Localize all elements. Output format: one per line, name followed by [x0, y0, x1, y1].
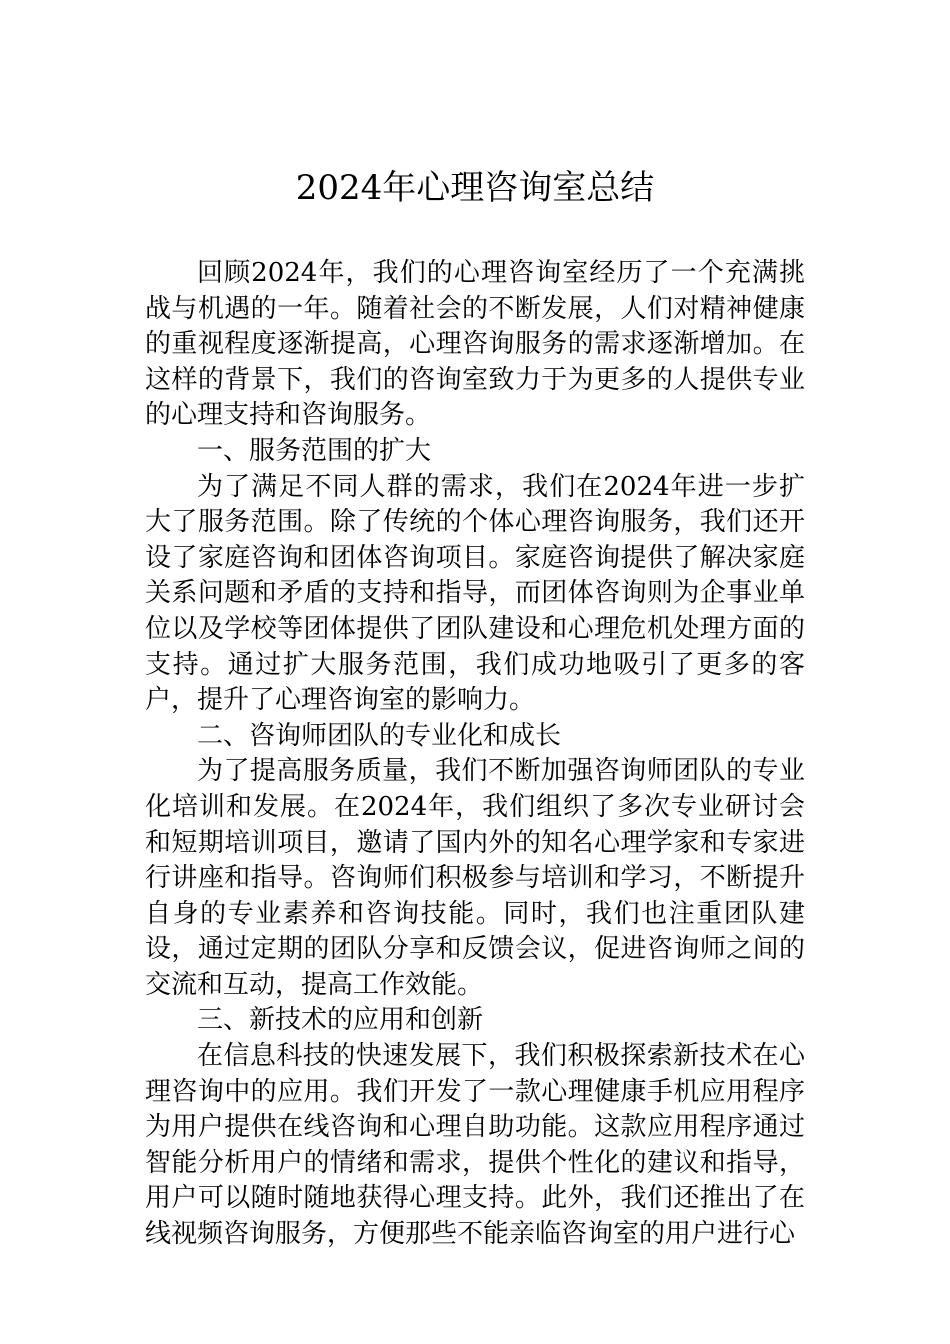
section-heading-new-technology: 三、新技术的应用和创新: [197, 1005, 484, 1036]
document-body: [145, 256, 805, 1253]
document-title: 2024年心理咨询室总结: [295, 168, 655, 208]
section-heading-counselor-team: 二、咨询师团队的专业化和成长: [197, 720, 562, 751]
intro-paragraph: 回顾2024年，我们的心理咨询室经历了一个充满挑战与机遇的一年。随着社会的不断发展，人们对精神健康的重视程度逐渐提高，心理咨询服务的需求逐渐增加。在这样的背景下，我们的咨询室致力于为更多的人提供专业的心理支持和咨询服务。: [145, 258, 805, 431]
section-heading-service-scope: 一、服务范围的扩大: [197, 435, 432, 466]
section-paragraph-counselor-team: 为了提高服务质量，我们不断加强咨询师团队的专业化培训和发展。在2024年，我们组织了多次专业研讨会和短期培训项目，邀请了国内外的知名心理学家和专家进行讲座和指导。咨询师们积极参与培训和学习，不断提升自身的专业素养和咨询技能。同时，我们也注重团队建设，通过定期的团队分享和反馈会议，促进咨询师之间的交流和互动，提高工作效能。: [145, 756, 805, 1000]
section-paragraph-service-scope: 为了满足不同人群的需求，我们在2024年进一步扩大了服务范围。除了传统的个体心理咨询服务，我们还开设了家庭咨询和团体咨询项目。家庭咨询提供了解决家庭关系问题和矛盾的支持和指导，而团体咨询则为企事业单位以及学校等团体提供了团队建设和心理危机处理方面的支持。通过扩大服务范围，我们成功地吸引了更多的客户，提升了心理咨询室的影响力。: [145, 471, 805, 716]
section-paragraph-new-technology: 在信息科技的快速发展下，我们积极探索新技术在心理咨询中的应用。我们开发了一款心理健康手机应用程序为用户提供在线咨询和心理自助功能。这款应用程序通过智能分析用户的情绪和需求，提供个性化的建议和指导，用户可以随时随地获得心理支持。此外，我们还推出了在线视频咨询服务，方便那些不能亲临咨询室的用户进行心: [145, 1041, 805, 1250]
